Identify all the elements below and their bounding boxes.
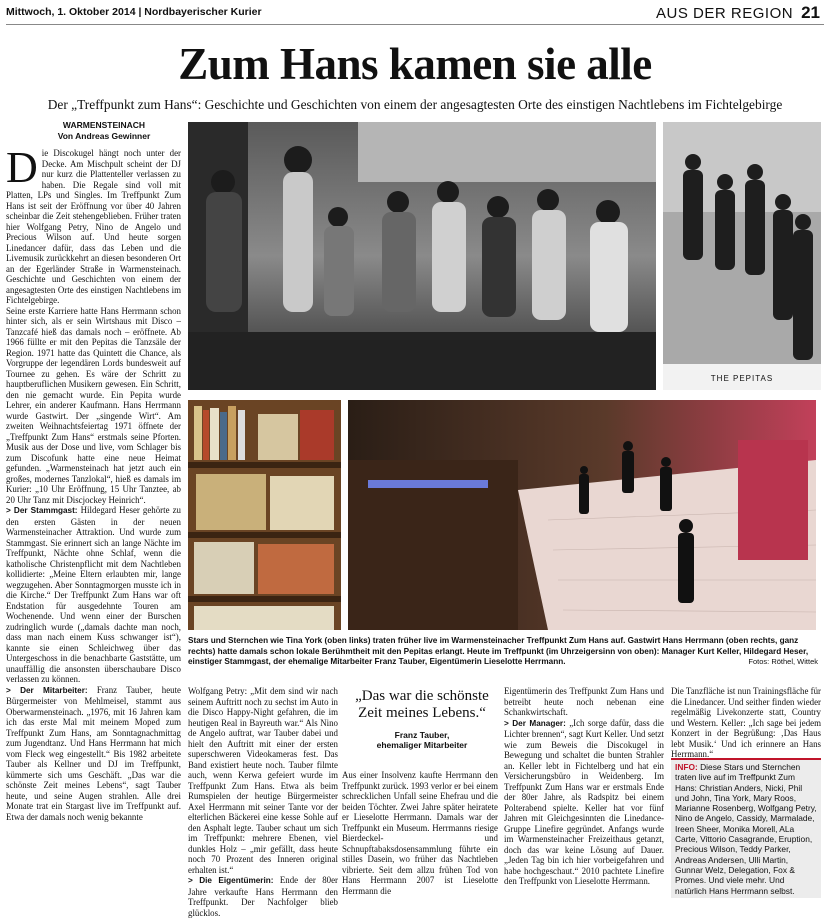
paragraph-eigentuemerin xyxy=(188,875,338,918)
paragraph-eigentuemerin-cont: Eigentümerin des Treffpunkt Zum Hans und betreibt heute noch nebenan eine Schankwirtschaft. xyxy=(504,686,664,717)
text-stammgast: Hildegard Heser gehörte zu den ersten Gästen in der neuen Warmensteinacher Attraktion. Und wurde zum Stammgast. Sie erinnert sich an lange Nächte im Treffpunkt, Nächte ohne Schlaf, wenn die katholische Christenpflicht mit dem Nachtleben kollidierte: „Meine Eltern erlaubten mir, lange wegzugehen. Aber Sonntagmorgen musste ich in die Kirche.“ Der Treffpunkt Zum Hans war oft Endstation für ausgedehnte Touren am Wochenende. Und wenn einer der Burschen zudringlich wurde („damals dachte man noch, dass man nach einem Kuss schwanger ist“), kannte sie einen Schleichweg über das Untergeschoss in die benachbarte Gaststätte, um unauffällig die ansonsten überschaubare Disco verlassen zu können. xyxy=(6,505,181,684)
photo-pepitas-image xyxy=(663,122,821,390)
dateline: WARMENSTEINACH xyxy=(62,120,146,130)
quote-role: ehemaliger Mitarbeiter xyxy=(376,740,468,750)
text-mitarbeiter: Franz Tauber, heute Bürgermeister von Mehlmeisel, stammt aus Oberwarmensteinach. „1976, mit 16 Jahren kam ich das erste Mal mit meinem Moped zum Treffpunkt Zum Hans, am Sonntagnachmittag zum Jugendtanz. Und Hans Herrmann hat mich vom Fleck weg eingestellt.“ Bis 1982 arbeitete Tauber als Kellner und DJ im Treffpunkt, kümmerte sich ums Geschäft. „Das war die schönste Zeit meines Lebens“, sagt Tauber heute, und seine Augen strahlen. Alle drei Monate trat ein Stargast live im Treffpunkt auf. Etwa der damals noch wenig bekannte xyxy=(6,684,181,822)
paragraph-manager xyxy=(504,718,664,887)
dateline-block xyxy=(34,120,174,142)
photo-disco-interior xyxy=(348,400,816,630)
paragraph-history: Seine erste Karriere hatte Hans Herrmann schon hinter sich, als er sein Wirtshaus mit Disco – Tanzcafé hieß das damals noch – eröffnete. Ab 1966 füllte er mit den Pepitas die Tanzsäle der Region. 1971 hatte das Quintett die Chance, als Vorgruppe der legendären Lords bundesweit auf Tournee zu gehen. Es wäre der Schritt zu hauptberuflichen Musikern gewesen. Ein Schritt, den nie gemacht wurde. Ein Pepita wurde Lehrer, ein anderer Kaufmann. Hans Herrmann wurde Gastwirt. Der „singende Wirt“. Am zweiten Weihnachtsfeiertag 1971 öffnete der „Treffpunkt Zum Hans“ erstmals seine Pforten. Musik aus der Dose und live, vom Schlager bis zum Discofunk hatte eine neue Heimat gefunden. „Warmensteinach hat jetzt auch ein großes, modernes Tanzlokal“, hieß es damals im Kurier: „10 Uhr Eröffnung, 15 Uhr Tanztee, ab 20 Uhr Tanz mit Discjockey Heinrich“. xyxy=(6,305,181,505)
lead-paragraph xyxy=(6,143,181,306)
article-column-3 xyxy=(342,770,499,896)
paragraph-insolvenz: Aus einer Insolvenz kaufte Herrmann den Treffpunkt zurück. 1993 verlor er bei einem schrecklichen Unfall seine Ehefrau und die beiden Töchter. Zwei Jahre später heiratete er Lieselotte Herrmann. Damals war der Treffpunkt ein Museum. Herrmanns riesige Bierdeckel- und Schnupftabaksdosensammlung führte ein stilles Dasein, wo früher das Nachtleben vibrierte. Seit dem allzu frühen Tod von Hans Herrmann 2007 ist Lieselotte Herrmann die xyxy=(342,770,499,896)
photo-the-pepitas xyxy=(663,122,821,390)
info-box xyxy=(671,760,821,898)
subheadline: Der „Treffpunkt zum Hans“: Geschichte und Geschichten von einem der angesagtesten Orte des einstigen Nachtlebens im Fichtelgebirge xyxy=(47,97,783,112)
lead-text: ie Discokugel hängt noch unter der Decke. Am Mischpult scheint der DJ nur kurz die Plattenteller verlassen zu haben. Die Regale sind voll mit Platten, LPs und Singles. Im Treffpunkt Zum Hans ist seit der Eröffnung vor über 40 Jahren scheinbar die Zeit stehengeblieben. Früher traten hier Wolfgang Petry, Nino de Angelo und Precious Wilson auf. Und heute sorgen Linedancer dafür, dass das Leben und die Livemusik zurückkehrt an diesen besonderen Ort an der Egerländer Straße in Warmensteinach. Geschichte und Geschichten von einem der angesagtesten Orte des einstigen Nachtlebens im Fichtelgebirge. xyxy=(6,148,181,305)
page-number: 21 xyxy=(801,3,820,22)
subhead-mitarbeiter: > Der Mitarbeiter: xyxy=(6,685,88,695)
photo-label: THE PEPITAS xyxy=(710,374,774,383)
article-column-1 xyxy=(6,143,181,888)
photo-disco-image xyxy=(348,400,816,630)
photo-record-shelves xyxy=(188,400,341,630)
text-eigentuemerin: Ende der 80er Jahre verkaufte Hans Herrmann den Treffpunkt. Der Nachfolger blieb glücklos. xyxy=(188,875,338,918)
paragraph-mitarbeiter xyxy=(6,685,181,823)
photo-caption: Stars und Sternchen wie Tina York (oben links) traten früher live im Warmensteinacher Treffpunkt Zum Hans auf. Gastwirt Hans Herrmann (oben rechts, ganz rechts) hatte damals schon lokale Berühmtheit mit den Pepitas erlangt. Heute im Treffpunkt (im Uhrzeigersinn von oben): Manager Kurt Keller, Hildegard Heser, einstiger Stammgast, der ehemalige Mitarbeiter Franz Tauber, Eigentümerin Lieselotte Herrmann. xyxy=(188,636,809,666)
subhead-eigentuemerin: > Die Eigentümerin: xyxy=(188,876,274,885)
article-column-4 xyxy=(504,686,664,888)
info-label: INFO: xyxy=(675,762,698,772)
byline: Von Andreas Gewinner xyxy=(57,131,151,141)
header-section xyxy=(656,3,820,23)
photo-tina-york-crowd xyxy=(188,122,656,390)
photo-crowd-image xyxy=(188,122,656,390)
info-text: Diese Stars und Sternchen traten live auf im Treffpunkt Zum Hans: Christian Anders, Nicki, Phil und John, Tina York, Mary Roos, Marianne Rosenberg, Wolfgang Petry, Nino de Angelo, Cassidy, Marmalade, Ireen Sheer, Monika Morell, ALa Carte, Vittorio Casagrande, Eruption, Precious Wilson, Teddy Parker, Andreas Andersen, Ulli Martin, Gunnar Welz, Delegation, Fox & Promes. Und viele mehr. Und natürlich Hans Herrmann selbst. xyxy=(675,762,817,896)
section-name: AUS DER REGION xyxy=(656,5,794,22)
header-date-paper: Mittwoch, 1. Oktober 2014 | Nordbayerischer Kurier xyxy=(6,6,262,18)
photo-records-image xyxy=(188,400,341,630)
drop-cap: D xyxy=(6,143,38,192)
article-column-2 xyxy=(188,686,338,918)
paragraph-stammgast xyxy=(6,505,181,685)
paragraph-petry: Wolfgang Petry: „Mit dem sind wir nach seinem Auftritt noch zu sechst im Auto in die Disco Happy-Night gefahren, die im heutigen Real in Bayreuth war.“ Als Nino de Angelo auftrat, war Tauber dabei und hielt den Auftritt mit einer der ersten superschweren Videokameras fest. Das Band existiert heute noch. Tauber filmte auch, wenn Kerwa gefeiert wurde im Treffpunkt Zum Hans. Etwa als beim Rumspielen der heutige Bürgermeister Axel Herrmann mit seiner Tante vor der elterlichen Bäckerei eine kesse Sohle auf den Asphalt legte. Tauber schaut um sich im Treffpunkt: mehrere Ebenen, viel dunkles Holz – „mir gefällt, dass heute noch 70 Prozent des Inneren original erhalten ist.“ xyxy=(188,686,338,875)
article-column-5 xyxy=(671,686,821,759)
photo-credit: Fotos: Röthel, Wittek xyxy=(748,657,818,666)
paragraph-tanzflaeche: Die Tanzfläche ist nun Trainingsfläche für die Linedancer. Und seither finden wieder regelmäßig Livekonzerte statt, Country und Western. Keller: „Ich sage bei jedem Konzert in der Begrüßung: ‚Das Haus lebt Musik.‘ Und ich erinnere an Hans Herrmann.“ xyxy=(671,686,821,759)
pull-quote xyxy=(346,688,498,750)
quote-author: Franz Tauber, xyxy=(394,730,450,740)
quote-text: „Das war die schönste Zeit meines Lebens.“ xyxy=(355,688,489,721)
subhead-stammgast: > Der Stammgast: xyxy=(6,506,78,515)
text-manager: „Ich sorge dafür, dass die Lichter brennen“, sagt Kurt Keller. Und setzt wie zum Beweis die Discokugel in Bewegung und schaltet die bunten Strahler an. Keller lebt in Fichtelberg und hat ein Versicherungsbüro in Weidenberg. Im Treffpunkt Zum Hans war er erstmals Ende der 80er Jahre, als Radspitz bei einem Polterabend spielte. Keller hat vor fünf Jahren mit Gleichgesinnten die Linedance-Gruppe Linefire gegründet. Anfangs wurde im Warmensteinacher Freizeithaus getanzt, doch das war keine Lösung auf Dauer. „Jeden Tag bin ich hier vorbeigefahren und habe hochgeschaut.“ 2010 pachtete Linefire den Treffpunkt von Lieselotte Herrmann. xyxy=(504,717,664,886)
headline: Zum Hans kamen sie alle xyxy=(178,39,652,89)
header-divider xyxy=(6,24,824,25)
quote-attribution xyxy=(346,730,498,750)
subhead-manager: > Der Manager: xyxy=(504,718,566,728)
